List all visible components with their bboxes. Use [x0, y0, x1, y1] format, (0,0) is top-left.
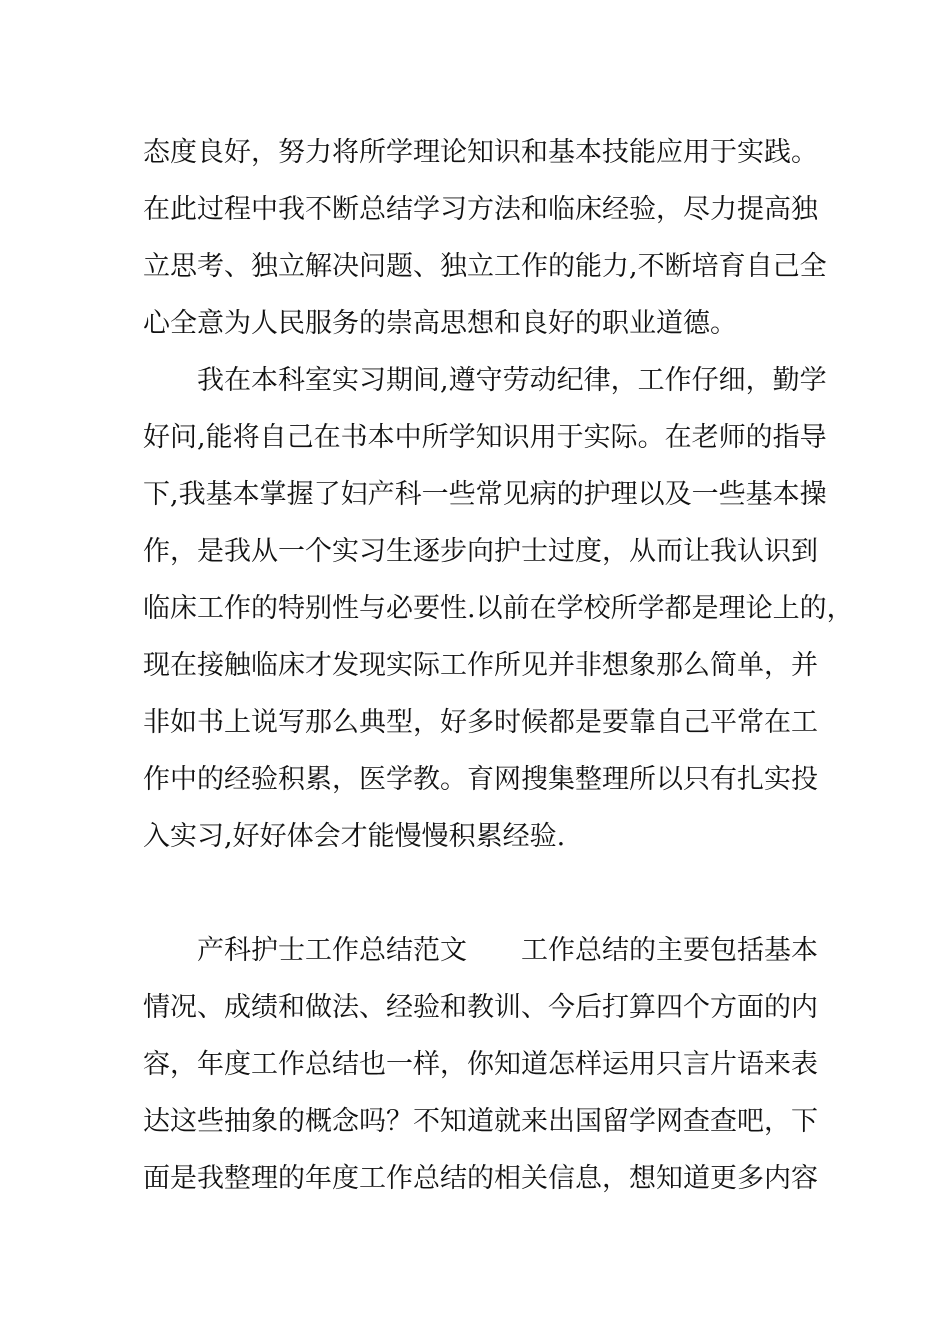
paragraph-1-line-1: 态度良好，努力将所学理论知识和基本技能应用于实践。	[143, 137, 818, 168]
paragraph-3-line-1: 产科护士工作总结范文 工作总结的主要包括基本	[197, 935, 818, 966]
paragraph-2-line-5: 临床工作的特别性与必要性.以前在学校所学都是理论上的，	[143, 593, 854, 624]
paragraph-2-line-7: 非如书上说写那么典型，好多时候都是要靠自己平常在工	[143, 707, 818, 738]
paragraph-2-line-2: 好问,能将自己在书本中所学知识用于实际。在老师的指导	[143, 422, 827, 453]
paragraph-1-line-2: 在此过程中我不断总结学习方法和临床经验，尽力提高独	[143, 194, 818, 225]
paragraph-1-line-3: 立思考、独立解决问题、独立工作的能力,不断培育自己全	[143, 251, 827, 282]
paragraph-2-line-8: 作中的经验积累，医学教。育网搜集整理所以只有扎实投	[143, 764, 818, 795]
paragraph-1-line-4: 心全意为人民服务的崇高思想和良好的职业道德。	[143, 308, 737, 339]
paragraph-3-line-4: 达这些抽象的概念吗？不知道就来出国留学网查查吧，下	[143, 1106, 818, 1137]
paragraph-2-line-3: 下,我基本掌握了妇产科一些常见病的护理以及一些基本操	[143, 479, 827, 510]
paragraph-3-line-5: 面是我整理的年度工作总结的相关信息，想知道更多内容	[143, 1163, 818, 1194]
paragraph-2-line-4: 作，是我从一个实习生逐步向护士过度，从而让我认识到	[143, 536, 818, 567]
paragraph-2-line-9: 入实习,好好体会才能慢慢积累经验.	[143, 821, 566, 852]
paragraph-3-line-3: 容，年度工作总结也一样，你知道怎样运用只言片语来表	[143, 1049, 818, 1080]
paragraph-2-line-6: 现在接触临床才发现实际工作所见并非想象那么简单，并	[143, 650, 818, 681]
paragraph-3-line-2: 情况、成绩和做法、经验和教训、今后打算四个方面的内	[143, 992, 818, 1023]
paragraph-2-line-1: 我在本科室实习期间,遵守劳动纪律，工作仔细，勤学	[197, 365, 827, 396]
